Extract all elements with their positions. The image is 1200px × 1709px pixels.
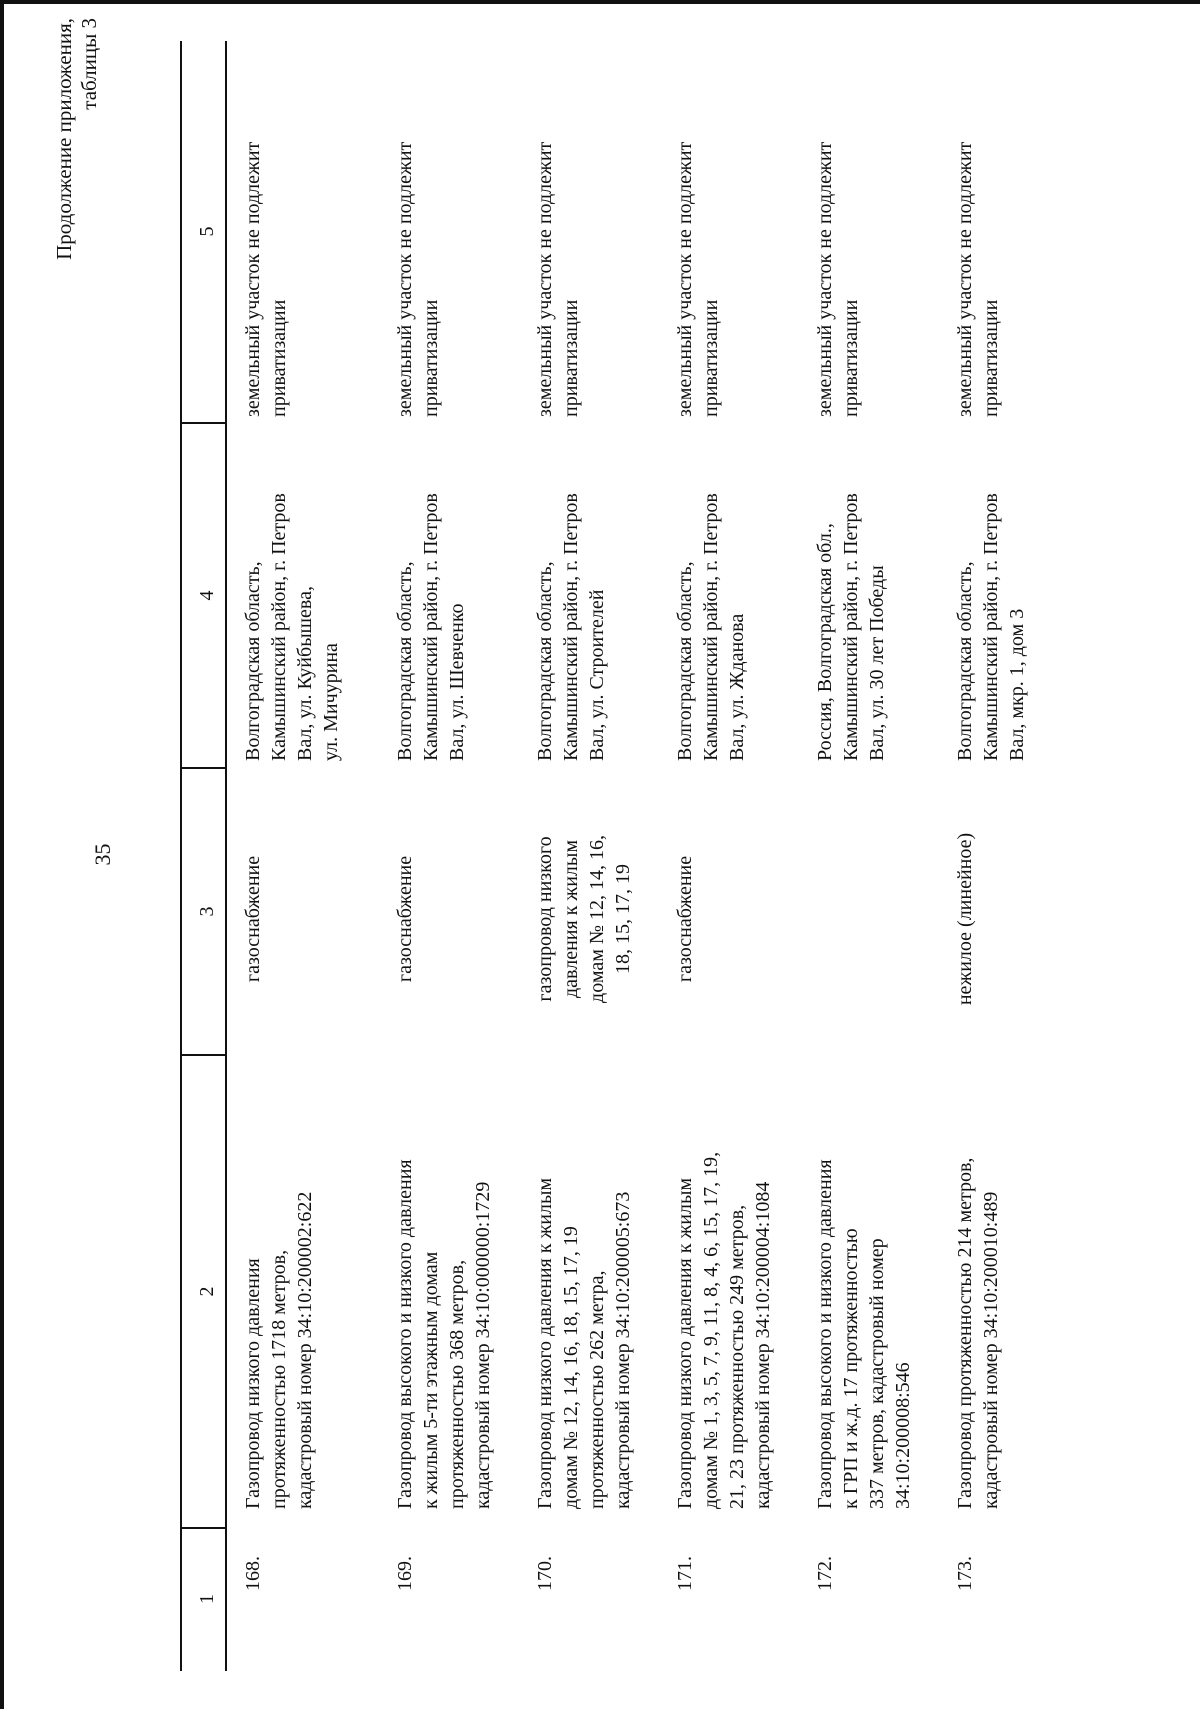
table-row-170-address: Волгоградская область, Камышинский район, г. Петров Вал, ул. Строителей <box>534 493 608 761</box>
table-row-170-purpose: газопровод низкого давления к жилым домам № 12, 14, 16, 18, 15, 17, 19 <box>534 835 634 1003</box>
table-row-171-purpose: газоснабжение <box>674 855 696 983</box>
continuation-line-1: Продолжение приложения, <box>52 18 76 260</box>
table-row-172-note: земельный участок не подлежит приватизации <box>814 141 862 417</box>
table-row-169-purpose: газоснабжение <box>394 855 416 983</box>
table-row-168-address: Волгоградская область, Камышинский район, г. Петров Вал, ул. Куйбышева, ул. Мичурина <box>242 493 342 761</box>
table-row-168-number: 168. <box>242 1556 264 1591</box>
column-header-4: 4 <box>196 590 218 601</box>
continuation-line-2: таблицы 3 <box>77 18 101 110</box>
table-row-168-purpose: газоснабжение <box>242 855 264 983</box>
table-row-169-address: Волгоградская область, Камышинский район, г. Петров Вал, ул. Шевченко <box>394 493 468 761</box>
table-row-172-name: Газопровод высокого и низкого давления к ГРП и ж.д. 17 протяженностью 337 метров, кадастровый номер 34:10:200008:546 <box>814 1159 914 1509</box>
table-row-169-name: Газопровод высокого и низкого давления к жилым 5-ти этажным домам протяженностью 368 метров, кадастровый номер 34:10:000000:1729 <box>394 1159 494 1509</box>
table-row-171-number: 171. <box>674 1556 696 1591</box>
page-number: 35 <box>90 843 115 866</box>
column-header-2: 2 <box>196 1286 218 1297</box>
continuation-caption <box>52 18 102 260</box>
table-row-173-address: Волгоградская область, Камышинский район, г. Петров Вал, мкр. 1, дом 3 <box>954 493 1028 761</box>
table-row-169-number: 169. <box>394 1556 416 1591</box>
table-row-168-name: Газопровод низкого давления протяженностью 1718 метров, кадастровый номер 34:10:200002:622 <box>242 1191 316 1509</box>
table-row-169-note: земельный участок не подлежит приватизации <box>394 141 442 417</box>
column-header-5: 5 <box>196 226 218 237</box>
table-row-172-address: Россия, Волгоградская обл., Камышинский район, г. Петров Вал, ул. 30 лет Победы <box>814 493 888 761</box>
table-row-172-number: 172. <box>814 1556 836 1591</box>
table-row-173-purpose: нежилое (линейное) <box>954 832 976 1006</box>
table-row-171-address: Волгоградская область, Камышинский район, г. Петров Вал, ул. Жданова <box>674 493 748 761</box>
table-row-173-number: 173. <box>954 1556 976 1591</box>
table-row-171-name: Газопровод низкого давления к жилым домам № 1, 3, 5, 7, 9, 11, 8, 4, 6, 15, 17, 19, 21, 23 протяженностью 249 метров, кадастровый номер 34:10:200004:1084 <box>674 1151 774 1509</box>
table-row-171-note: земельный участок не подлежит приватизации <box>674 141 722 417</box>
table-row-170-note: земельный участок не подлежит приватизации <box>534 141 582 417</box>
table-top-border <box>180 41 182 1671</box>
column-header-3: 3 <box>196 906 218 917</box>
table-row-168-note: земельный участок не подлежит приватизации <box>242 141 290 417</box>
table-row-173-name: Газопровод протяженностью 214 метров, кадастровый номер 34:10:200010:489 <box>954 1157 1002 1509</box>
header-bottom-border <box>225 41 227 1671</box>
column-header-1: 1 <box>196 1594 218 1604</box>
table-row-173-note: земельный участок не подлежит приватизации <box>954 141 1002 417</box>
table-row-170-number: 170. <box>534 1556 556 1591</box>
table-row-170-name: Газопровод низкого давления к жилым домам № 12, 14, 16, 18, 15, 17, 19 протяженностью 262 метра, кадастровый номер 34:10:200005:673 <box>534 1177 634 1509</box>
